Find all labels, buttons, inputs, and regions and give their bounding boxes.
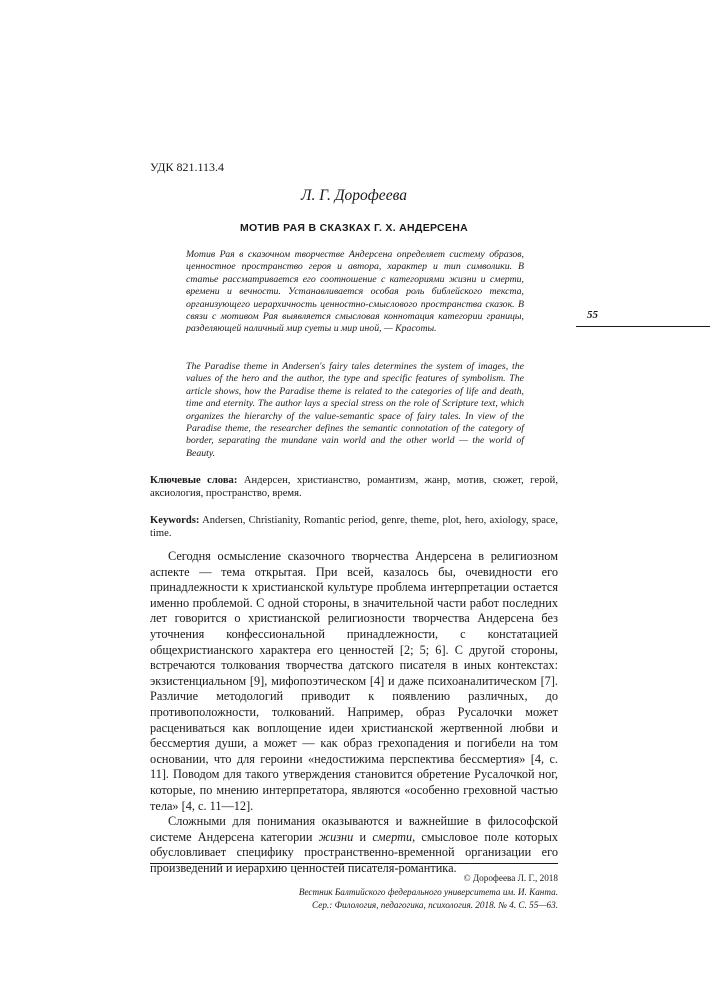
body-paragraph-2 xyxy=(150,814,558,876)
keywords-english-label: Keywords: xyxy=(150,515,200,526)
udc-code: УДК 821.113.4 xyxy=(150,160,225,174)
footer-rule xyxy=(150,863,558,864)
footer-journal-line-1: Вестник Балтийского федерального университета им. И. Канта. xyxy=(298,887,558,897)
footer-copyright: © Дорофеева Л. Г., 2018 xyxy=(463,873,558,883)
body-p2-start: Сложными для понимания оказываются и важнейшие в философской системе Андерсена категории xyxy=(150,814,558,844)
footer-journal-line-2: Сер.: Филология, педагогика, психология. 2018. № 4. С. 55—63. xyxy=(312,899,558,910)
body-p2-emphasis-life: жизни xyxy=(318,829,354,844)
abstract-russian: Мотив Рая в сказочном творчестве Андерсена определяет систему образов, ценностное пространство героя и автора, характер и тип символики. В статье рассматривается его соотношение с категориями жизни и смерти, времени и вечности. Устанавливается особая роль библейского текста, организующего иерархичность ценностно-смыслового пространства сказок. В связи с мотивом Рая выявляется смысловая коннотация категории границы, разделяющей наличный мир суеты и мир иной, — Красоты. xyxy=(186,249,524,335)
article-title: МОТИВ РАЯ В СКАЗКАХ Г. Х. АНДЕРСЕНА xyxy=(239,222,469,234)
footer-journal xyxy=(150,886,558,911)
article-body xyxy=(150,549,558,876)
keywords-russian-label: Ключевые слова: xyxy=(150,475,238,486)
body-paragraph-1: Сегодня осмысление сказочного творчества Андерсена в религиозном аспекте — тема открытая. При всей, казалось бы, очевидности его принадлежности к христианской культуре проблема интерпретации остается именно проблемой. С одной стороны, в значительной части работ последних лет говорится о христианской религиозности творчества Андерсена без уточнения конфессиональной принадлежности, с констатацией общехристианского характера его ценностей [2; 5; 6]. С другой стороны, встречаются толкования творчества датского писателя в иных контекстах: экзистенциальном [9], мифопоэтическом [4] и даже психоаналитическом [7]. Различие методологий приводит к появлению различных, до противоположности, толкований. Например, образ Русалочки может расцениваться как воплощение идеи христианской жертвенной любви и бессмертия души, а может — как образ грехопадения и погибели на том основании, что для героини «недостижима перспектива бессмертия» [4, с. 11]. Поводом для такого утверждения становится обретение Русалочкой ног, которые, по мнению интерпретатора, являются «особенно греховной частью тела» [4, с. 11—12]. xyxy=(150,549,558,813)
keywords-russian xyxy=(150,474,558,500)
keywords-russian-text: Андерсен, христианство, романтизм, жанр, мотив, сюжет, герой, аксиология, пространство, время. xyxy=(150,475,558,499)
body-p2-emphasis-death: смерти xyxy=(372,829,413,844)
body-p2-mid: и xyxy=(353,829,373,844)
keywords-english-text: Andersen, Christianity, Romantic period, genre, theme, plot, hero, axiology, space, time. xyxy=(150,515,558,539)
author-name: Л. Г. Дорофеева xyxy=(301,187,407,204)
page-number-rule xyxy=(576,326,710,327)
abstract-english: The Paradise theme in Andersen's fairy tales determines the system of images, the values of the hero and the author, the type and specific features of symbolism. The article shows, how the Paradise theme is related to the categories of life and death, time and eternity. The author lays a special stress on the role of Scripture text, which organizes the hierarchy of the value-semantic space of fairy tales. In view of the Paradise theme, the researcher defines the semantic connotation of the category of border, separating the mundane vain world and the other world — the world of Beauty. xyxy=(186,361,524,459)
keywords-english xyxy=(150,514,558,540)
page-number: 55 xyxy=(587,309,598,321)
body-p2-end: , смысловое поле которых обусловливает специфику пространственно-временной организации его произведений и иерархию ценностей писателя-романтика. xyxy=(150,829,559,875)
